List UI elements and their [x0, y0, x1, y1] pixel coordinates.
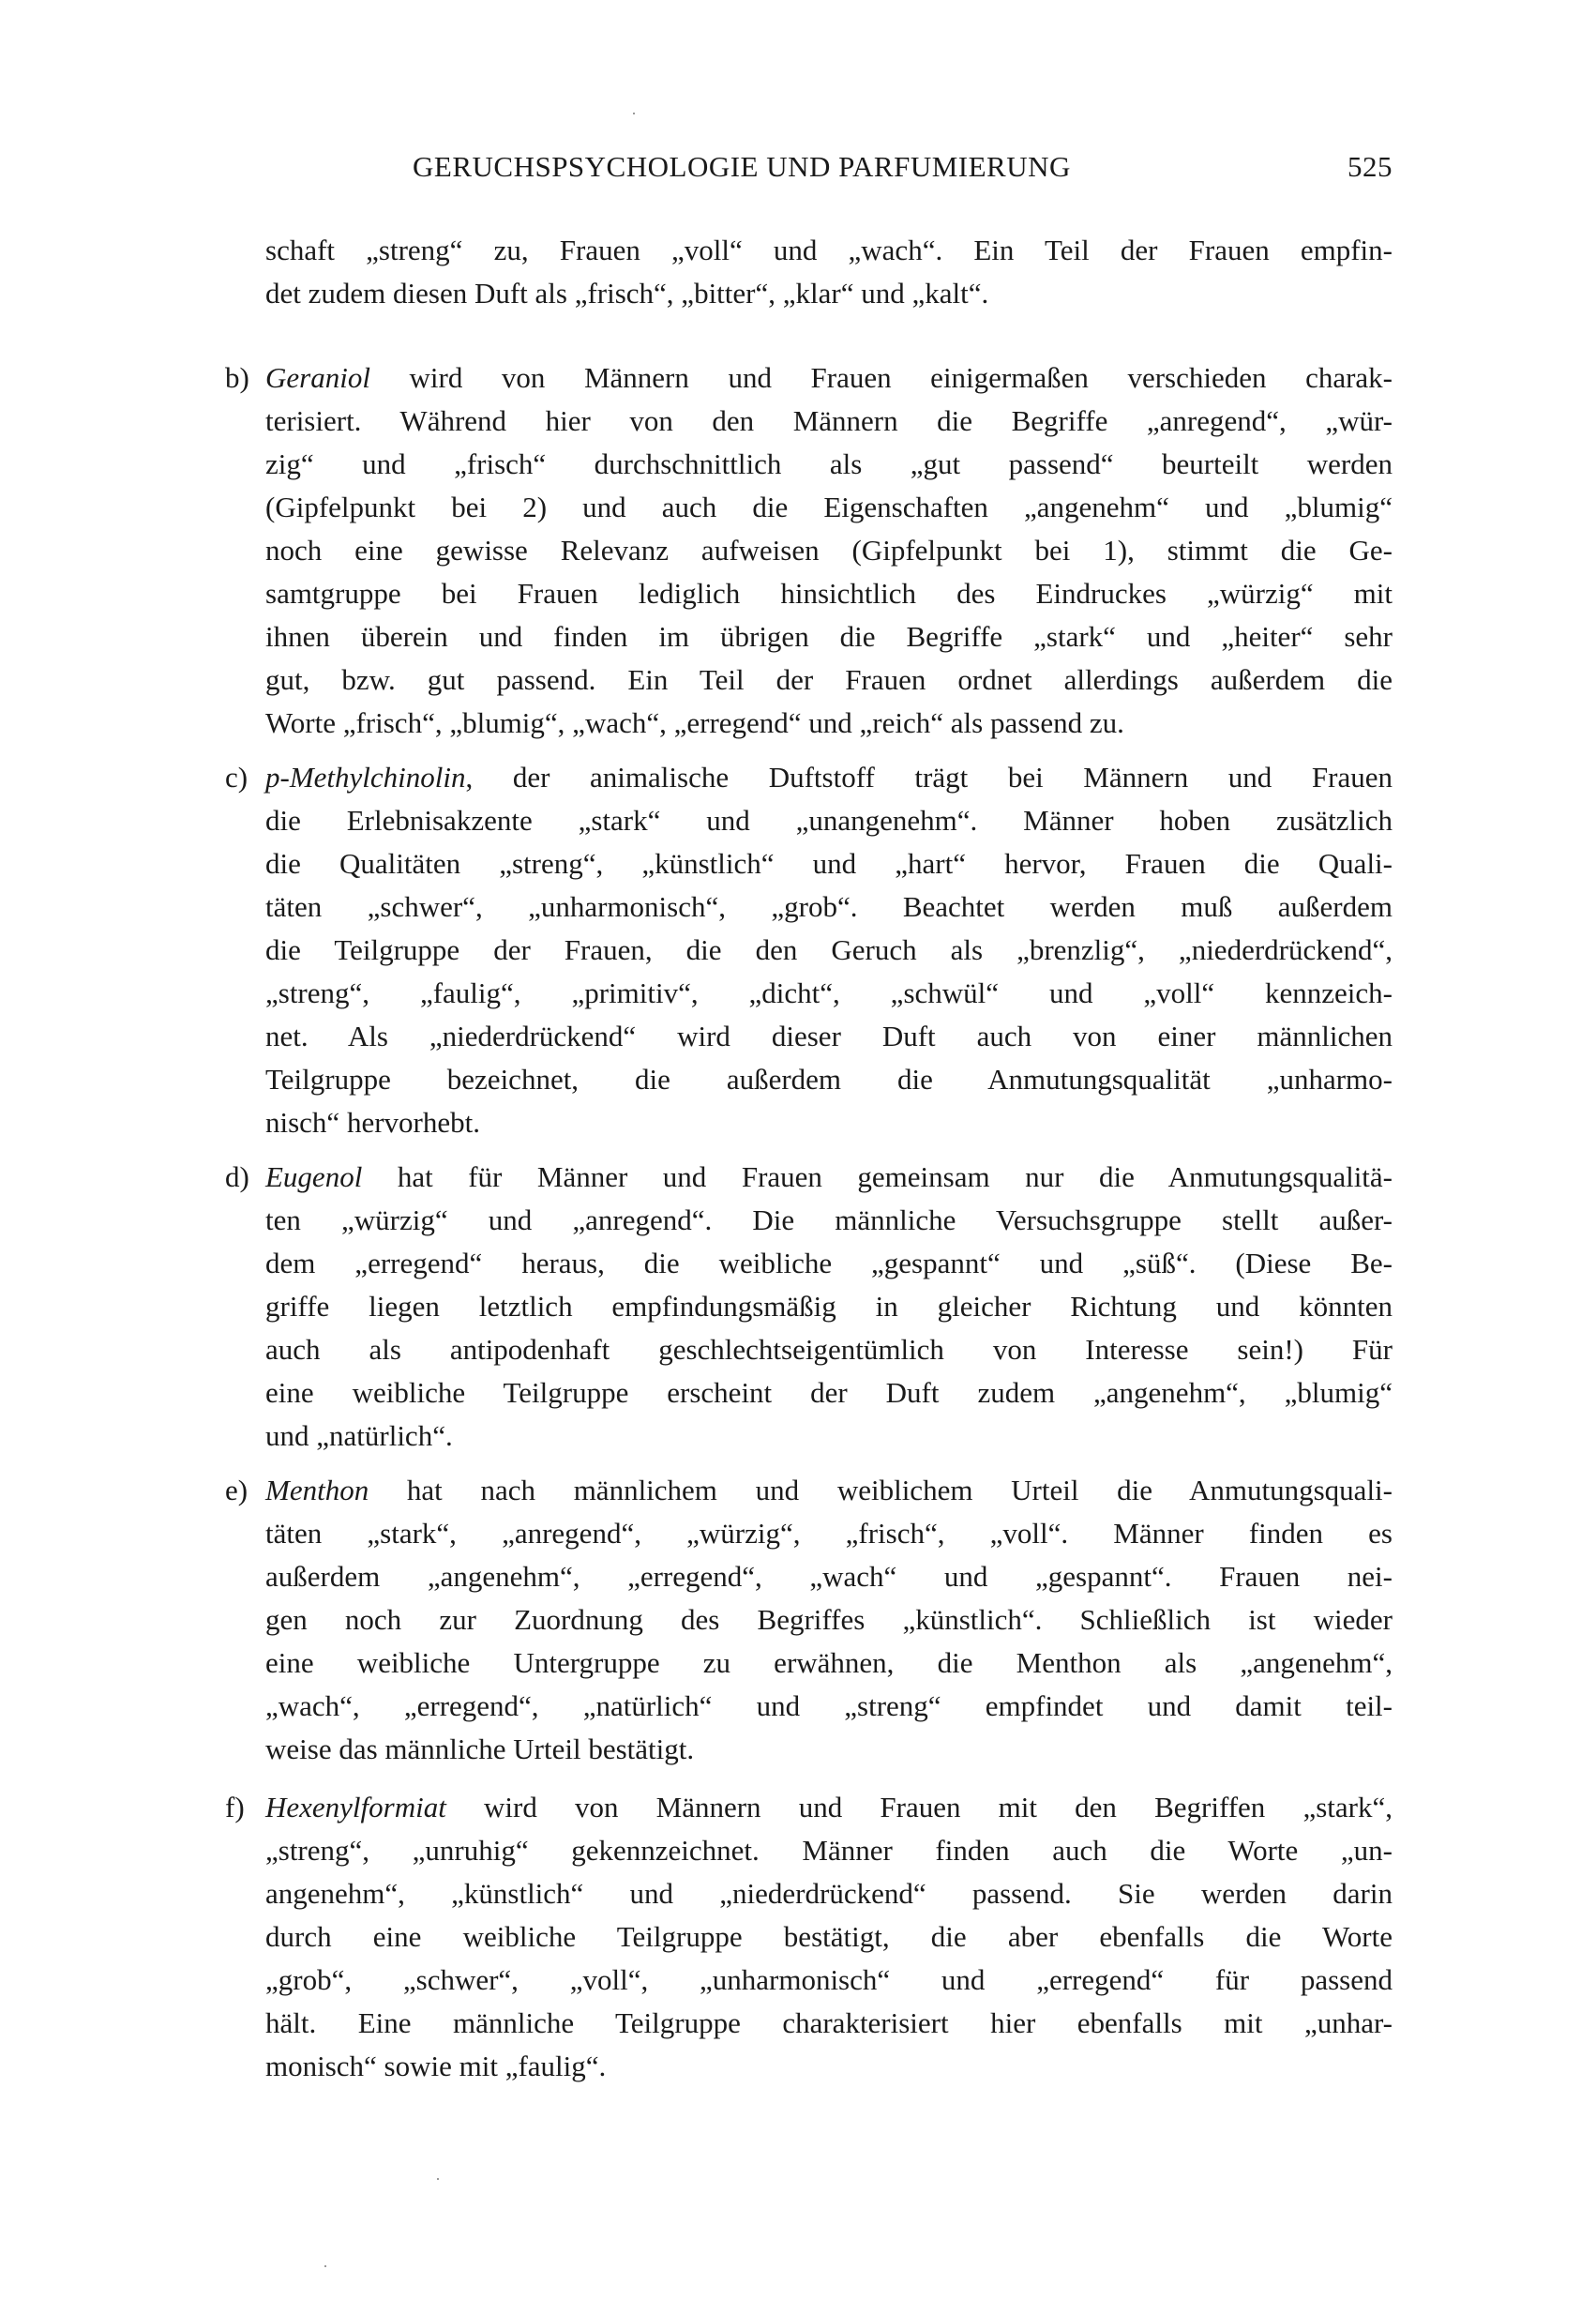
text-line: griffe liegen letztlich empfindungsmäßig in gleicher Richtung und könnten [265, 1290, 1393, 1323]
running-title: GERUCHSPSYCHOLOGIE UND PARFUMIERUNG [413, 150, 1071, 183]
text-line: gen noch zur Zuordnung des Begriffes „künstlich“. Schließlich ist wieder [265, 1603, 1393, 1636]
item-label: d) [225, 1160, 249, 1193]
item-label: f) [225, 1791, 245, 1823]
text-line: Menthon hat nach männlichem und weiblichem Urteil die Anmutungsquali- [265, 1474, 1393, 1506]
substance-name: Menthon [265, 1474, 369, 1506]
text-line: Teilgruppe bezeichnet, die außerdem die Anmutungsqualität „unharmo- [265, 1063, 1393, 1096]
text-line: terisiert. Während hier von den Männern die Begriffe „anregend“, „wür- [265, 404, 1393, 437]
text-line: „wach“, „erregend“, „natürlich“ und „streng“ empfindet und damit teil- [265, 1689, 1393, 1722]
text-line: Hexenylformiat wird von Männern und Frauen mit den Begriffen „stark“, [265, 1791, 1393, 1823]
item-label: b) [225, 361, 249, 394]
text-line: noch eine gewisse Relevanz aufweisen (Gipfelpunkt bei 1), stimmt die Ge- [265, 534, 1393, 567]
text-line: außerdem „angenehm“, „erregend“, „wach“ und „gespannt“. Frauen nei- [265, 1560, 1393, 1593]
list-item-c [225, 756, 1393, 1144]
text-line: gut, bzw. gut passend. Ein Teil der Frauen ordnet allerdings außerdem die [265, 663, 1393, 696]
substance-name: Geraniol [265, 361, 370, 394]
text-line: ten „würzig“ und „anregend“. Die männliche Versuchsgruppe stellt außer- [265, 1203, 1393, 1236]
text-line: net. Als „niederdrückend“ wird dieser Duft auch von einer männlichen [265, 1020, 1393, 1052]
text-line: angenehm“, „künstlich“ und „niederdrückend“ passend. Sie werden darin [265, 1877, 1393, 1910]
continuation-paragraph [225, 229, 1393, 315]
substance-name: Hexenylformiat [265, 1791, 446, 1823]
text-line: p-Methylchinolin, der animalische Duftstoff trägt bei Männern und Frauen [265, 761, 1393, 794]
text-line: Geraniol wird von Männern und Frauen einigermaßen verschieden charak- [265, 361, 1393, 394]
running-header [413, 150, 1393, 188]
text-line: (Gipfelpunkt bei 2) und auch die Eigenschaften „angenehm“ und „blumig“ [265, 491, 1393, 523]
text-line: eine weibliche Teilgruppe erscheint der Duft zudem „angenehm“, „blumig“ [265, 1376, 1393, 1409]
text-line: eine weibliche Untergruppe zu erwähnen, die Menthon als „angenehm“, [265, 1646, 1393, 1679]
text-line: „streng“, „faulig“, „primitiv“, „dicht“, „schwül“ und „voll“ kennzeich- [265, 976, 1393, 1009]
text-line: „streng“, „unruhig“ gekennzeichnet. Männer finden auch die Worte „un- [265, 1834, 1393, 1867]
text-line: weise das männliche Urteil bestätigt. [265, 1733, 695, 1765]
scan-speck [437, 2178, 439, 2180]
text-line: monisch“ sowie mit „faulig“. [265, 2050, 607, 2082]
scan-speck [633, 113, 635, 114]
item-label: c) [225, 761, 248, 794]
text-line: zig“ und „frisch“ durchschnittlich als „gut passend“ beurteilt werden [265, 447, 1393, 480]
text-line: die Teilgruppe der Frauen, die den Geruch als „brenzlig“, „niederdrückend“, [265, 933, 1393, 966]
text-line: dem „erregend“ heraus, die weibliche „gespannt“ und „süß“. (Diese Be- [265, 1247, 1393, 1279]
text-line: nisch“ hervorhebt. [265, 1106, 480, 1139]
list-item-b [225, 356, 1393, 745]
text-line: samtgruppe bei Frauen lediglich hinsichtlich des Eindruckes „würzig“ mit [265, 577, 1393, 610]
substance-name: Eugenol [265, 1160, 363, 1193]
list-item-d [225, 1156, 1393, 1458]
page-number: 525 [1348, 150, 1393, 183]
text-line: Worte „frisch“, „blumig“, „wach“, „erregend“ und „reich“ als passend zu. [265, 706, 1124, 739]
text-line: auch als antipodenhaft geschlechtseigentümlich von Interesse sein!) Für [265, 1333, 1393, 1366]
text-line: durch eine weibliche Teilgruppe bestätigt, die aber ebenfalls die Worte [265, 1920, 1393, 1953]
item-label: e) [225, 1474, 248, 1506]
list-item-f [225, 1786, 1393, 2088]
list-item-e [225, 1469, 1393, 1771]
text-line: die Erlebnisakzente „stark“ und „unangenehm“. Männer hoben zusätzlich [265, 804, 1393, 837]
text-line: und „natürlich“. [265, 1419, 453, 1452]
text-line: ihnen überein und finden im übrigen die Begriffe „stark“ und „heiter“ sehr [265, 620, 1393, 653]
scan-speck [324, 2265, 326, 2267]
text-line: det zudem diesen Duft als „frisch“, „bitter“, „klar“ und „kalt“. [265, 277, 989, 310]
text-line: hält. Eine männliche Teilgruppe charakterisiert hier ebenfalls mit „unhar- [265, 2006, 1393, 2039]
substance-name: p-Methylchinolin [265, 761, 466, 794]
text-line: täten „schwer“, „unharmonisch“, „grob“. Beachtet werden muß außerdem [265, 890, 1393, 923]
text-line: „grob“, „schwer“, „voll“, „unharmonisch“ und „erregend“ für passend [265, 1963, 1393, 1996]
text-line: täten „stark“, „anregend“, „würzig“, „frisch“, „voll“. Männer finden es [265, 1517, 1393, 1550]
text-line: schaft „streng“ zu, Frauen „voll“ und „wach“. Ein Teil der Frauen empfin- [265, 234, 1393, 266]
text-line: die Qualitäten „streng“, „künstlich“ und „hart“ hervor, Frauen die Quali- [265, 847, 1393, 880]
text-line: Eugenol hat für Männer und Frauen gemeinsam nur die Anmutungsqualitä- [265, 1160, 1393, 1193]
